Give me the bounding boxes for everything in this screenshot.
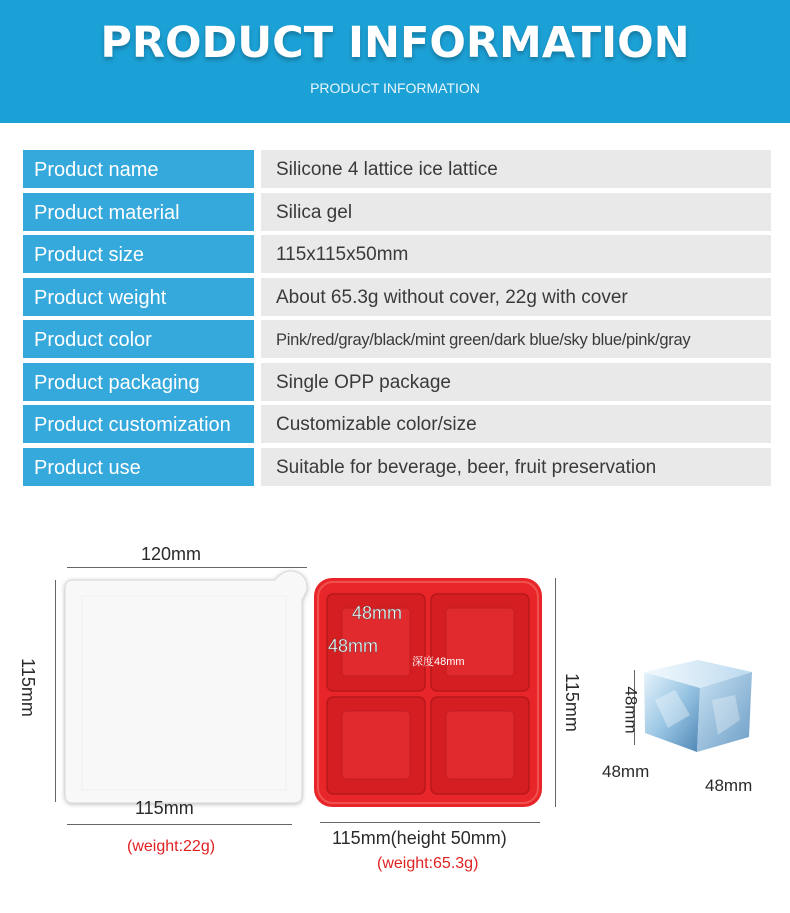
spec-label: Product customization: [23, 405, 254, 443]
spec-label: Product packaging: [23, 363, 254, 401]
spec-value: 115x115x50mm: [261, 235, 771, 273]
spec-value: Suitable for beverage, beer, fruit preservation: [261, 448, 771, 486]
tray-bottom-dim: 115mm(height 50mm): [332, 828, 507, 848]
spec-value: Silicone 4 lattice ice lattice: [261, 150, 771, 188]
tray-depth: 深度48mm: [412, 656, 465, 668]
lid-bottom-dim: 115mm: [135, 798, 194, 818]
cube-width-left: 48mm: [602, 762, 650, 781]
spec-value: Customizable color/size: [261, 405, 771, 443]
spec-label: Product name: [23, 150, 254, 188]
page-subtitle: PRODUCT INFORMATION: [310, 80, 480, 96]
cube-height: 48mm: [621, 686, 641, 734]
spec-label: Product weight: [23, 278, 254, 316]
tray-cell-width: 48mm: [352, 603, 403, 623]
spec-value: Single OPP package: [261, 363, 771, 401]
spec-label: Product material: [23, 193, 254, 231]
tray-weight: (weight:65.3g): [377, 855, 479, 872]
spec-value: Pink/red/gray/black/mint green/dark blue/sky blue/pink/gray: [261, 320, 771, 358]
tray-side-dim: 115mm: [561, 673, 582, 732]
cube-width-right: 48mm: [705, 776, 753, 795]
page-title: PRODUCT INFORMATION: [100, 18, 690, 68]
tray-cell-height: 48mm: [328, 636, 379, 656]
spec-label: Product size: [23, 235, 254, 273]
lid-weight: (weight:22g): [127, 838, 216, 855]
spec-value: About 65.3g without cover, 22g with cover: [261, 278, 771, 316]
spec-label: Product color: [23, 320, 254, 358]
lid-top-dim: 120mm: [141, 544, 202, 564]
spec-label: Product use: [23, 448, 254, 486]
lid-side-dim: 115mm: [17, 658, 38, 717]
spec-value: Silica gel: [261, 193, 771, 231]
